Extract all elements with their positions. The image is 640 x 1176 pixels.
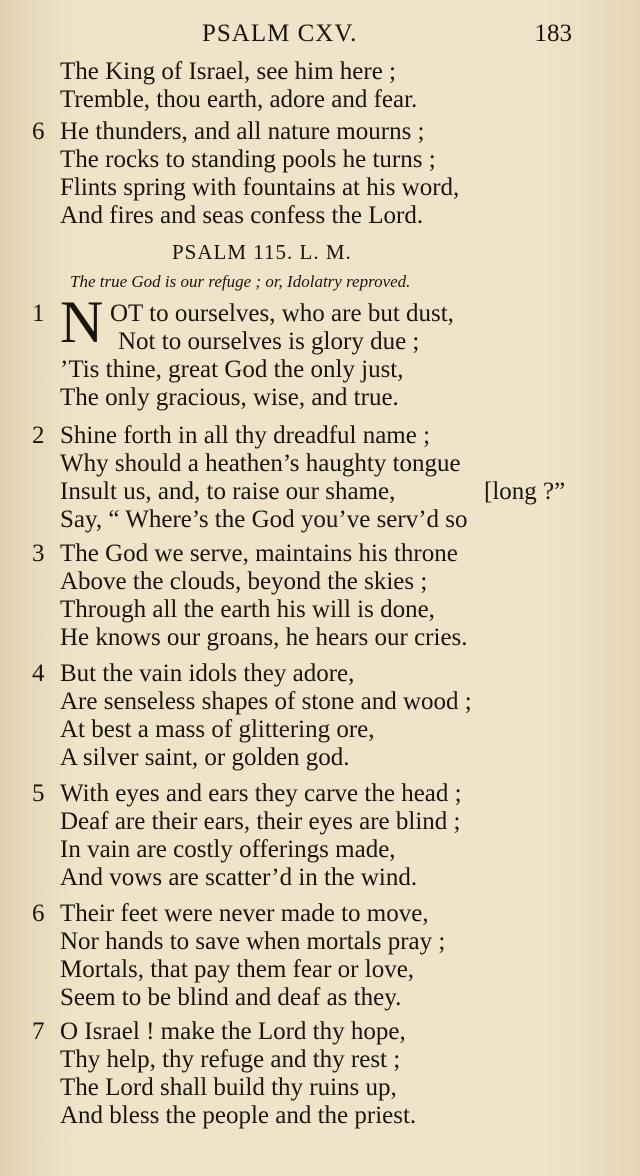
psalm-heading: PSALM 115. L. M. [172,240,352,264]
verse-line: The God we serve, maintains his throne [60,540,458,567]
verse-line: Shine forth in all thy dreadful name ; [60,422,431,449]
verse-line: With eyes and ears they carve the head ; [60,780,462,807]
drop-cap: N [60,289,104,355]
verse-line: The rocks to standing pools he turns ; [60,146,436,173]
verse-line: Seem to be blind and deaf as they. [60,984,402,1011]
verse-line: Thy help, thy refuge and thy rest ; [60,1046,401,1073]
verse-line: And fires and seas confess the Lord. [60,202,424,229]
verse-line: Nor hands to save when mortals pray ; [60,928,446,955]
running-title: PSALM CXV. [202,20,358,47]
verse-line: Above the clouds, beyond the skies ; [60,568,428,595]
verse-line: He knows our groans, he hears our cries. [60,624,468,651]
verse-line: Are senseless shapes of stone and wood ; [60,688,472,715]
verse-line: Not to ourselves is glory due ; [118,328,420,355]
verse-line: And vows are scatter’d in the wind. [60,864,418,891]
verse-line: At best a mass of glittering ore, [60,716,375,743]
verse-number: 5 [32,780,45,807]
verse-line: But the vain idols they adore, [60,660,355,687]
verse-number: 7 [32,1018,45,1045]
verse-line: O Israel ! make the Lord thy hope, [60,1018,406,1045]
verse-line: Tremble, thou earth, adore and fear. [60,86,418,113]
verse-turnover: [long ?” [484,478,566,505]
verse-line: A silver saint, or golden god. [60,744,350,771]
verse-number: 4 [32,660,45,687]
page-header [0,20,640,56]
verse-number: 6 [32,900,45,927]
page-number: 183 [534,20,572,47]
verse-number: 1 [32,300,45,327]
verse-line: Their feet were never made to move, [60,900,429,927]
psalm-subtitle: The true God is our refuge ; or, Idolatry reproved. [70,272,411,291]
verse-line: In vain are costly offerings made, [60,836,396,863]
verse-line: ’Tis thine, great God the only just, [60,356,404,383]
verse-line: OT to ourselves, who are but dust, [110,300,454,327]
verse-number: 2 [32,422,45,449]
verse-line: Flints spring with fountains at his word, [60,174,460,201]
verse-line: And bless the people and the priest. [60,1102,417,1129]
verse-number: 6 [32,118,45,145]
verse-line: Why should a heathen’s haughty tongue [60,450,461,477]
verse-line: Mortals, that pay them fear or love, [60,956,415,983]
verse-line: He thunders, and all nature mourns ; [60,118,425,145]
verse-line: Say, “ Where’s the God you’ve serv’d so [60,506,468,533]
verse-line: The Lord shall build thy ruins up, [60,1074,397,1101]
verse-line: The King of Israel, see him here ; [60,58,396,85]
verse-line: Insult us, and, to raise our shame, [60,478,396,505]
verse-line: Deaf are their ears, their eyes are blind ; [60,808,461,835]
verse-number: 3 [32,540,45,567]
verse-line: Through all the earth his will is done, [60,596,435,623]
verse-line: The only gracious, wise, and true. [60,384,399,411]
